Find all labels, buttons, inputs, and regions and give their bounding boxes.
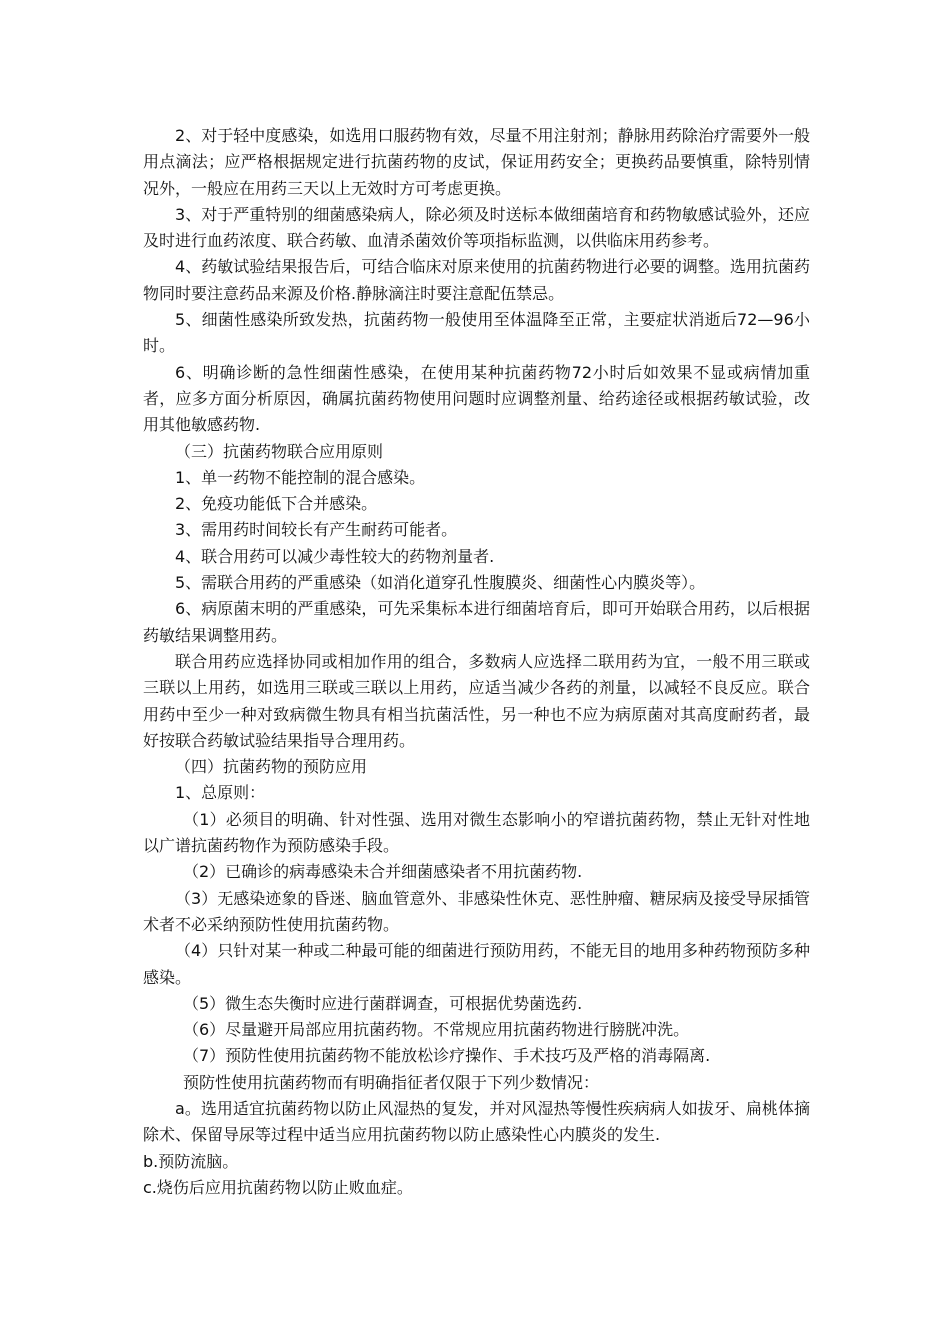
indication-item-b: b.预防流脑。 (143, 1151, 239, 1171)
document-page (143, 123, 810, 1201)
principle-item-6: （6）尽量避开局部应用抗菌药物。不常规应用抗菌药物进行膀胱冲洗。 (183, 1020, 690, 1040)
paragraph-item-3: 3、对于严重特别的细菌感染病人，除必须及时送标本做细菌培育和药物敏感试验外，还应及时进行血药浓度、联合药敏、血清杀菌效价等项指标监测，以供临床用药参考。 (143, 204, 810, 251)
paragraph-item-2: 2、对于轻中度感染，如选用口服药物有效，尽量不用注射剂；静脉用药除治疗需要外一般用点滴法；应严格根据规定进行抗菌药物的皮试，保证用药安全；更换药品要慎重，除特别情况外，一般应在用药三天以上无效时方可考虑更换。 (143, 126, 810, 198)
principle-item-3: （3）无感染迹象的昏迷、脑血管意外、非感染性休克、恶性肿瘤、糖尿病及接受导尿插管术者不必采纳预防性使用抗菌药物。 (143, 888, 810, 934)
prevention-principles-heading: 1、总原则： (175, 783, 266, 803)
principle-item-4: （4）只针对某一种或二种最可能的细菌进行预防用药，不能无目的地用多种药物预防多种感染。 (143, 941, 810, 987)
principle-item-2: （2）已确诊的病毒感染未合并细菌感染者不用抗菌药物. (183, 862, 583, 882)
paragraph-item-5: 5、细菌性感染所致发热，抗菌药物一般使用至体温降至正常，主要症状消逝后72—96小时。 (143, 310, 810, 356)
section-heading-combination: （三）抗菌药物联合应用原则 (175, 441, 384, 461)
combination-summary: 联合用药应选择协同或相加作用的组合，多数病人应选择二联用药为宜，一般不用三联或三联以上用药，如选用三联或三联以上用药，应适当减少各药的剂量，以减轻不良反应。联合用药中至少一种对致病微生物具有相当抗菌活性，另一种也不应为病原菌对其高度耐药者，最好按联合药敏试验结果指导合理用药。 (143, 651, 810, 750)
paragraph-item-4: 4、药敏试验结果报告后，可结合临床对原来使用的抗菌药物进行必要的调整。选用抗菌药物同时要注意药品来源及价格.静脉滴注时要注意配伍禁忌。 (143, 257, 810, 303)
indication-item-a: a。选用适宜抗菌药物以防止风湿热的复发，并对风湿热等慢性疾病病人如拔牙、扁桃体摘除术、保留导尿等过程中适当应用抗菌药物以防止感染性心内膜炎的发生. (143, 1098, 810, 1145)
indication-item-c: c.烧伤后应用抗菌药物以防止败血症。 (143, 1177, 413, 1197)
section-heading-prevention: （四）抗菌药物的预防应用 (175, 757, 368, 777)
combination-item-5: 5、需联合用药的严重感染（如消化道穿孔性腹膜炎、细菌性心内膜炎等）。 (175, 573, 706, 593)
combination-item-1: 1、单一药物不能控制的混合感染。 (175, 467, 426, 487)
principle-item-5: （5）微生态失衡时应进行菌群调查，可根据优势菌选药. (183, 993, 583, 1013)
combination-item-4: 4、联合用药可以减少毒性较大的药物剂量者. (175, 546, 495, 566)
indication-intro: 预防性使用抗菌药物而有明确指征者仅限于下列少数情况： (183, 1072, 600, 1092)
combination-item-3: 3、需用药时间较长有产生耐药可能者。 (175, 520, 458, 540)
principle-item-1: （1）必须目的明确、针对性强、选用对微生态影响小的窄谱抗菌药物，禁止无针对性地以广谱抗菌药物作为预防感染手段。 (143, 809, 810, 856)
principle-item-7: （7）预防性使用抗菌药物不能放松诊疗操作、手术技巧及严格的消毒隔离. (183, 1046, 711, 1066)
combination-item-2: 2、免疫功能低下合并感染。 (175, 494, 378, 514)
paragraph-item-6: 6、明确诊断的急性细菌性感染，在使用某种抗菌药物72小时后如效果不显或病情加重者，应多方面分析原因，确属抗菌药物使用问题时应调整剂量、给药途径或根据药敏试验，改用其他敏感药物. (143, 362, 810, 435)
combination-item-6: 6、病原菌末明的严重感染，可先采集标本进行细菌培育后，即可开始联合用药，以后根据药敏结果调整用药。 (143, 599, 810, 645)
